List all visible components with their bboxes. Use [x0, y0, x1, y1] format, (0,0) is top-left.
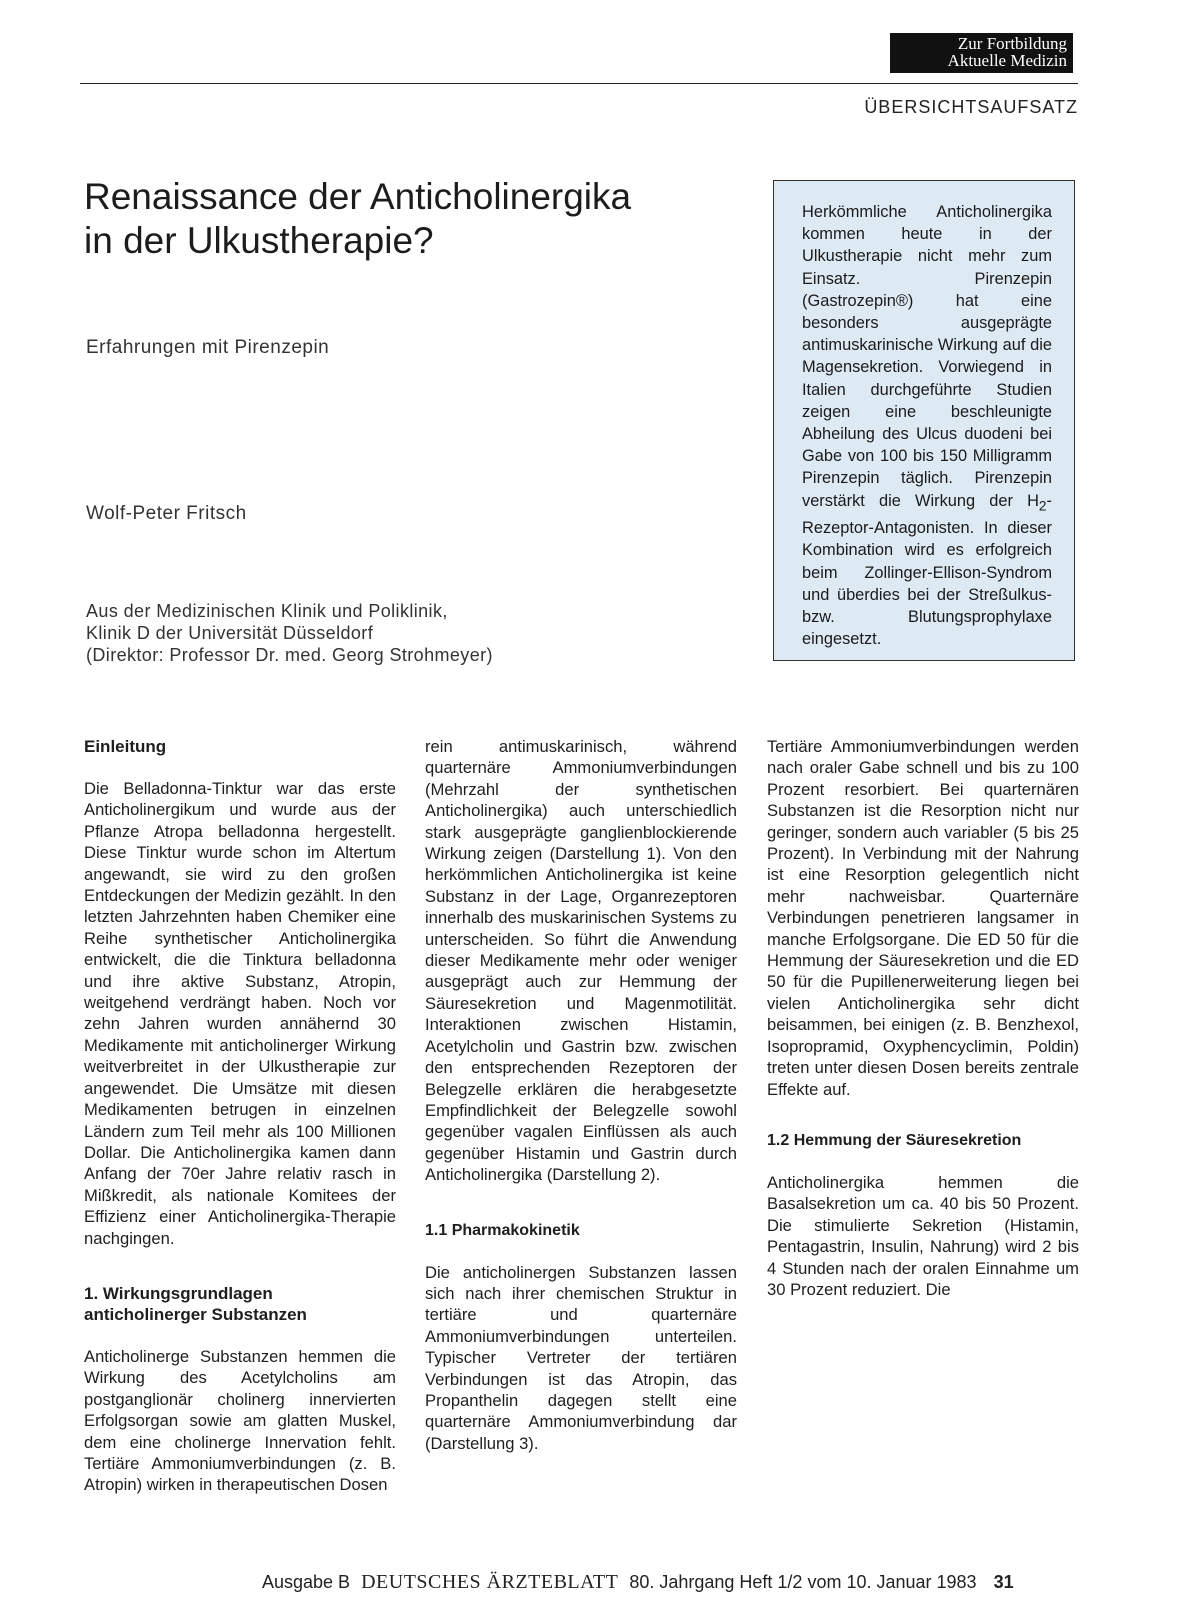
abstract-box: [773, 180, 1075, 661]
paragraph-einleitung: Die Belladonna-Tinktur war das erste Anticholinergikum und wurde aus der Pflanze Atropa belladonna hergestellt. Diese Tinktur wurde schon im Altertum angewandt, sie wird zu den großen Entdeckungen der Medizin gezählt. In den letzten Jahrzehnten haben Chemiker eine Reihe synthetischer Anticholinergika entwickelt, die die Tinktura belladonna und ihre aktive Substanz, Atropin, weitgehend verdrängt haben. Noch vor zehn Jahren wurden annähernd 30 Medikamente mit anticholinerger Wirkung weitverbreitet in der Ulkustherapie zur angewendet. Die Umsätze mit diesen Medikamenten betrugen in einzelnen Ländern zum Teil mehr als 100 Millionen Dollar. Die Anticholinergika kamen dann Anfang der 70er Jahre relativ rasch in Mißkredit, als nationale Komitees der Effizienz einer Anticholinergika-Therapie nachgingen.: [84, 779, 396, 1248]
footer-journal-name: DEUTSCHES ÄRZTEBLATT: [361, 1571, 619, 1593]
header-rule: [80, 83, 1078, 84]
heading-section-1-line-1: 1. Wirkungsgrundlagen: [84, 1283, 273, 1303]
tag-line-1: Zur Fortbildung: [957, 34, 1067, 53]
journal-section-tag: [890, 33, 1073, 73]
paragraph-resorption: Tertiäre Ammoniumverbindungen werden nach oraler Gabe schnell und bis zu 100 Prozent resorbiert. Bei quarternären Substanzen ist die Resorption nicht nur geringer, sondern auch variabler (5 bis 25 Prozent). In Verbindung mit der Nahrung ist eine Resorption gelegentlich nicht mehr nachweisbar. Quarternäre Verbindungen penetrieren langsamer in manche Erfolgsorgane. Die ED 50 für die Hemmung der Säuresekretion und die ED 50 für die Pupillenerweiterung liegen bei vielen Anticholinergika sehr dicht beisammen, bei einigen (z. B. Benzhexol, Isopropramid, Oxyphencyclimin, Poldin) treten unter diesen Dosen bereits zentrale Effekte auf.: [767, 737, 1079, 1099]
paragraph-continuation: rein antimuskarinisch, während quarternäre Ammoniumverbindungen (Mehrzahl der synthetischen Anticholinergika) auch unterschiedlich stark ausgeprägte ganglienblockierende Wirkung zeigen (Darstellung 1). Von den herkömmlichen Anticholinergika ist keine Substanz in der Lage, Organrezeptoren innerhalb des muskarinischen Systems zu unterscheiden. So führt die Anwendung dieser Medikamente mehr oder weniger ausgeprägt auch zur Hemmung der Säuresekretion und Magenmotilität. Interaktionen zwischen Histamin, Acetylcholin und Gastrin bzw. zwischen den entsprechenden Rezeptoren der Belegzelle erklären die herabgesetzte Empfindlichkeit der Belegzelle sowohl gegenüber vagalen Einflüssen als auch gegenüber Histamin und Gastrin durch Anticholinergika (Darstellung 2).: [425, 737, 737, 1185]
paragraph-pharmakokinetik: Die anticholinergen Substanzen lassen sich nach ihrer chemischen Struktur in tertiäre und quarternäre Ammoniumverbindungen unterteilen. Typischer Vertreter der tertiären Verbindungen ist das Atropin, das Propanthelin dagegen stellt eine quarternäre Ammoniumverbindung dar (Darstellung 3).: [425, 1262, 737, 1453]
heading-section-1-line-2: anticholinerger Substanzen: [84, 1304, 307, 1324]
footer-edition: Ausgabe B: [262, 1572, 351, 1592]
title-line-2: in der Ulkustherapie?: [84, 220, 434, 261]
author-affiliation: [86, 600, 493, 666]
section-label: ÜBERSICHTSAUFSATZ: [864, 97, 1078, 117]
text-column-1: [84, 736, 396, 1517]
abstract-subscript: 2: [1038, 497, 1047, 513]
article-subtitle: Erfahrungen mit Pirenzepin: [86, 337, 330, 358]
article-title: [84, 175, 734, 263]
abstract-text-end: -Rezeptor-Antagonisten. In dieser Kombination wird es erfolgreich beim Zollinger-Ellison-Syndrom und überdies bei der Streßulkus- bzw. Blutungsprophylaxe eingesetzt.: [802, 491, 1052, 649]
page-footer: [262, 1571, 1014, 1594]
heading-section-1: [84, 1283, 396, 1325]
footer-issue: 80. Jahrgang Heft 1/2 vom 10. Januar 1983: [629, 1572, 977, 1592]
abstract-text-start: Herkömmliche Anticholinergika kommen heute in der Ulkustherapie nicht mehr zum Einsatz. Pirenzepin (Gastrozepin®) hat eine besonders ausgeprägte antimuskarinische Wirkung auf die Magensekretion. Vorwiegend in Italien durchgeführte Studien zeigen eine beschleunigte Abheilung des Ulcus duodeni bei Gabe von 100 bis 150 Milligramm Pirenzepin täglich. Pirenzepin verstärkt die Wirkung der H: [802, 203, 1052, 510]
text-column-2: [425, 736, 737, 1475]
title-line-1: Renaissance der Anticholinergika: [84, 176, 632, 217]
affiliation-line: (Direktor: Professor Dr. med. Georg Strohmeyer): [86, 645, 493, 665]
heading-pharmakokinetik: 1.1 Pharmakokinetik: [425, 1221, 580, 1239]
paragraph-section-1: Anticholinerge Substanzen hemmen die Wirkung des Acetylcholins am postganglionär cholinerg innervierten Erfolgsorgan sowie am glatten Muskel, dem eine cholinerge Innervation fehlt. Tertiäre Ammoniumverbindungen (z. B. Atropin) wirken in therapeutischen Dosen: [84, 1346, 396, 1495]
author-name: Wolf-Peter Fritsch: [86, 503, 247, 524]
page-number: 31: [993, 1572, 1014, 1592]
heading-einleitung: Einleitung: [84, 737, 167, 756]
affiliation-line: Aus der Medizinischen Klinik und Poliklinik,: [86, 601, 448, 621]
heading-saeuresekretion: 1.2 Hemmung der Säuresekretion: [767, 1131, 1022, 1149]
tag-line-2: Aktuelle Medizin: [947, 51, 1067, 70]
affiliation-line: Klinik D der Universität Düsseldorf: [86, 623, 374, 643]
text-column-3: [767, 736, 1079, 1321]
paragraph-saeuresekretion: Anticholinergika hemmen die Basalsekretion um ca. 40 bis 50 Prozent. Die stimulierte Sekretion (Histamin, Pentagastrin, Insulin, Nahrung) wird 2 bis 4 Stunden nach der oralen Einnahme um 30 Prozent reduziert. Die: [767, 1172, 1079, 1299]
